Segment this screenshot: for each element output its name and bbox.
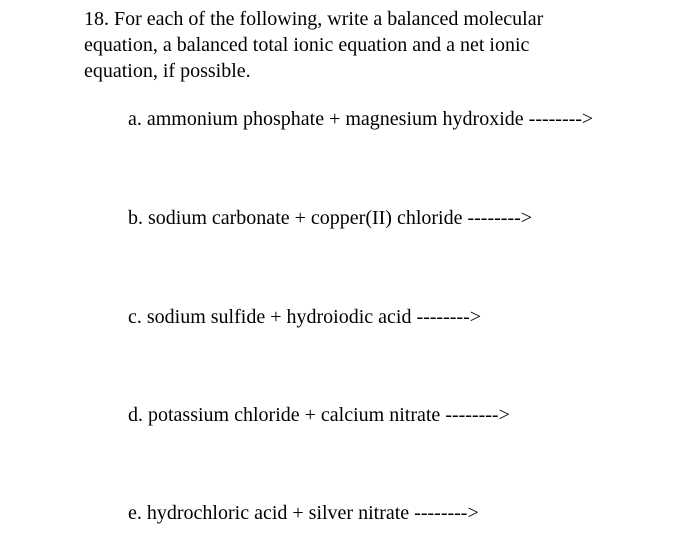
reaction-part-d: d. potassium chloride + calcium nitrate --------> <box>128 404 510 426</box>
reaction-part-a: a. ammonium phosphate + magnesium hydroxide --------> <box>128 108 594 130</box>
reaction-part-e: e. hydrochloric acid + silver nitrate --------> <box>128 502 479 524</box>
question-prompt: 18. For each of the following, write a balanced molecular equation, a balanced total ionic equation and a net ionic equation, if possible. <box>84 8 544 82</box>
reaction-part-c: c. sodium sulfide + hydroiodic acid --------> <box>128 306 482 328</box>
reaction-part-b: b. sodium carbonate + copper(II) chloride --------> <box>128 207 533 229</box>
